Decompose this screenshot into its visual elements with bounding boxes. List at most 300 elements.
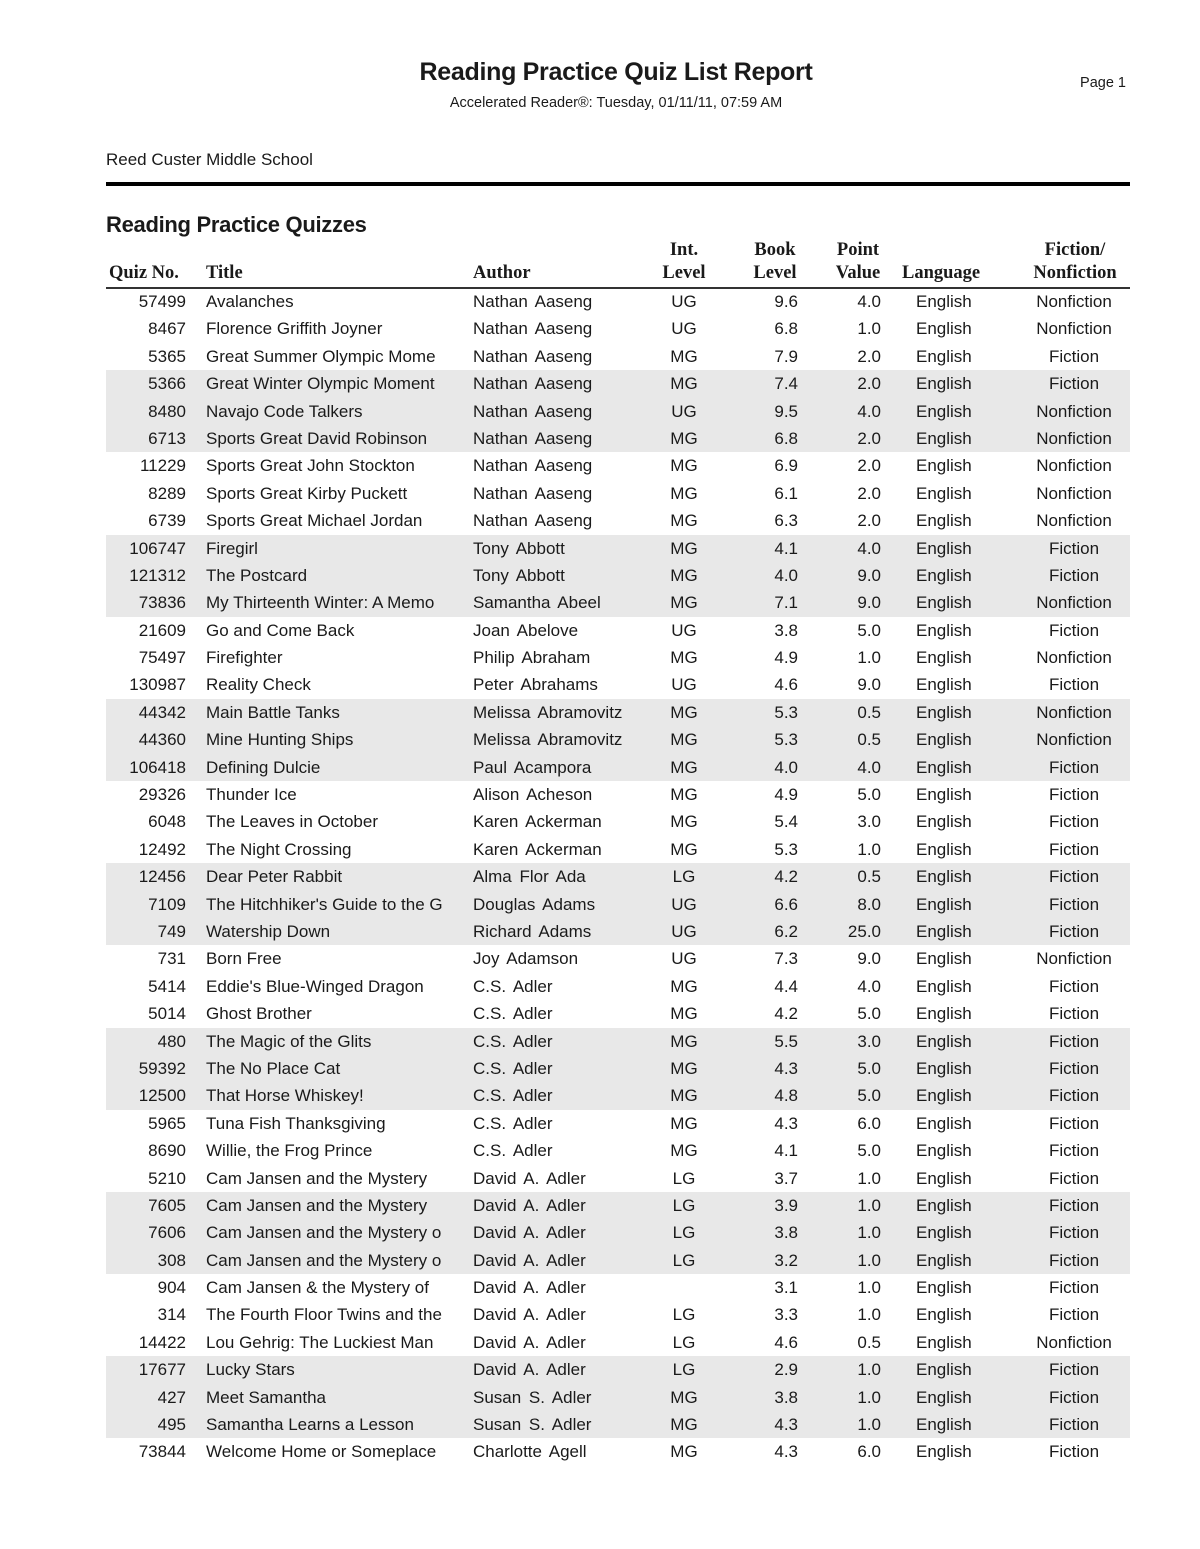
language: English [916, 1195, 972, 1215]
point-value: 0.5 [857, 702, 881, 722]
col-language: Language [902, 263, 981, 283]
author-name: C.S. Adler [473, 1058, 553, 1078]
interest-level: LG [672, 1168, 696, 1188]
interest-level: MG [670, 456, 698, 476]
quiz-number: 7109 [148, 894, 186, 914]
language: English [916, 565, 972, 585]
interest-level: MG [670, 346, 698, 366]
fiction-type: Fiction [1048, 620, 1100, 640]
quiz-number: 5365 [148, 346, 186, 366]
fiction-type: Nonfiction [1036, 949, 1112, 969]
table-row [106, 836, 1130, 863]
point-value: 5.0 [857, 1058, 881, 1078]
point-value: 1.0 [857, 1387, 881, 1407]
fiction-type: Fiction [1048, 538, 1100, 558]
point-value: 2.0 [857, 483, 881, 503]
language: English [916, 730, 972, 750]
language: English [916, 757, 972, 777]
book-title: Cam Jansen and the Mystery [206, 1168, 428, 1188]
table-row [106, 343, 1130, 370]
author-name: Tony Abbott [473, 565, 565, 585]
author-name: Nathan Aaseng [473, 292, 593, 311]
table-row [106, 1438, 1130, 1465]
quiz-number: 73836 [138, 593, 186, 613]
language: English [916, 1250, 972, 1270]
col-fiction-line2: Nonfiction [1033, 263, 1117, 283]
point-value: 2.0 [857, 428, 881, 448]
fiction-type: Fiction [1048, 976, 1100, 996]
author-name: Nathan Aaseng [473, 401, 593, 421]
book-level: 6.8 [774, 428, 798, 448]
table-row [106, 863, 1130, 890]
point-value: 3.0 [857, 812, 881, 832]
quiz-number: 44360 [138, 730, 186, 750]
book-title: Sports Great Michael Jordan [206, 511, 423, 531]
interest-level: UG [671, 620, 697, 640]
table-row [106, 699, 1130, 726]
book-level: 3.3 [774, 1305, 798, 1325]
book-title: Willie, the Frog Prince [206, 1141, 373, 1161]
table-header [106, 236, 1130, 286]
point-value: 2.0 [857, 374, 881, 394]
quiz-number: 904 [157, 1278, 186, 1298]
author-name: David A. Adler [473, 1278, 586, 1298]
author-name: C.S. Adler [473, 1031, 553, 1051]
language: English [916, 1031, 972, 1051]
table-row [106, 808, 1130, 835]
book-title: That Horse Whiskey! [206, 1086, 364, 1106]
book-level: 4.0 [774, 565, 798, 585]
author-name: Karen Ackerman [473, 839, 602, 859]
author-name: Charlotte Agell [473, 1442, 587, 1462]
book-level: 4.3 [774, 1442, 798, 1462]
interest-level: MG [670, 565, 698, 585]
book-level: 3.2 [774, 1250, 798, 1270]
page-number: Page 1 [1080, 75, 1126, 91]
point-value: 9.0 [857, 675, 881, 695]
point-value: 1.0 [857, 1195, 881, 1215]
table-row [106, 891, 1130, 918]
table-row [106, 1000, 1130, 1027]
table-row [106, 535, 1130, 562]
language: English [916, 346, 972, 366]
col-point-value-line2: Value [835, 263, 881, 283]
interest-level: UG [671, 675, 697, 695]
fiction-type: Fiction [1048, 1031, 1100, 1051]
table-row [106, 562, 1130, 589]
fiction-type: Fiction [1048, 812, 1100, 832]
author-name: Nathan Aaseng [473, 346, 593, 366]
interest-level: MG [670, 1415, 698, 1435]
section-title: Reading Practice Quizzes [106, 212, 367, 237]
point-value: 4.0 [857, 292, 881, 311]
point-value: 4.0 [857, 538, 881, 558]
author-name: Nathan Aaseng [473, 428, 593, 448]
interest-level: UG [671, 292, 697, 311]
fiction-type: Fiction [1048, 867, 1100, 887]
language: English [916, 538, 972, 558]
book-title: Great Winter Olympic Moment [206, 374, 435, 394]
book-title: Main Battle Tanks [206, 702, 340, 722]
author-name: Nathan Aaseng [473, 374, 593, 394]
table-row [106, 1082, 1130, 1109]
table-row [106, 726, 1130, 753]
fiction-type: Fiction [1048, 1278, 1100, 1298]
author-name: C.S. Adler [473, 1086, 553, 1106]
author-name: Samantha Abeel [473, 593, 601, 613]
language: English [916, 292, 972, 311]
quiz-number: 12492 [138, 839, 186, 859]
fiction-type: Nonfiction [1036, 428, 1112, 448]
author-name: David A. Adler [473, 1360, 586, 1380]
quiz-number: 7605 [148, 1195, 186, 1215]
language: English [916, 374, 972, 394]
author-name: Alma Flor Ada [473, 867, 586, 887]
fiction-type: Fiction [1048, 894, 1100, 914]
col-book-level-line2: Level [753, 263, 797, 283]
book-title: Watership Down [206, 921, 331, 941]
quiz-number: 59392 [138, 1058, 186, 1078]
book-title: Welcome Home or Someplace [206, 1442, 437, 1462]
quiz-number: 8289 [148, 483, 186, 503]
table-row [106, 1137, 1130, 1164]
interest-level: MG [670, 757, 698, 777]
point-value: 2.0 [857, 346, 881, 366]
book-title: Firefighter [206, 648, 283, 668]
interest-level: MG [670, 730, 698, 750]
interest-level: MG [670, 538, 698, 558]
language: English [916, 319, 972, 339]
quiz-number: 44342 [138, 702, 186, 722]
interest-level: LG [672, 1195, 696, 1215]
interest-level: MG [670, 976, 698, 996]
language: English [916, 401, 972, 421]
quiz-number: 731 [157, 949, 186, 969]
book-level: 6.9 [774, 456, 798, 476]
book-level: 3.1 [774, 1278, 798, 1298]
quiz-table-body [106, 288, 1130, 1466]
table-row [106, 1110, 1130, 1137]
point-value: 5.0 [857, 1141, 881, 1161]
point-value: 4.0 [857, 401, 881, 421]
fiction-type: Nonfiction [1036, 319, 1112, 339]
interest-level: UG [671, 894, 697, 914]
table-row [106, 671, 1130, 698]
table-row [106, 1411, 1130, 1438]
quiz-number: 495 [157, 1415, 186, 1435]
author-name: Peter Abrahams [473, 675, 598, 695]
interest-level: MG [670, 483, 698, 503]
book-title: Defining Dulcie [206, 757, 321, 777]
book-level: 4.0 [774, 757, 798, 777]
point-value: 0.5 [857, 1332, 881, 1352]
col-point-value-line1: Point [836, 240, 880, 260]
interest-level: UG [671, 401, 697, 421]
book-level: 4.4 [774, 976, 798, 996]
language: English [916, 1223, 972, 1243]
point-value: 1.0 [857, 839, 881, 859]
author-name: C.S. Adler [473, 1004, 553, 1024]
language: English [916, 1360, 972, 1380]
table-row [106, 945, 1130, 972]
point-value: 3.0 [857, 1031, 881, 1051]
fiction-type: Fiction [1048, 1223, 1100, 1243]
language: English [916, 812, 972, 832]
table-row [106, 1192, 1130, 1219]
book-level: 7.4 [774, 374, 798, 394]
book-level: 4.9 [774, 785, 798, 805]
point-value: 2.0 [857, 511, 881, 531]
fiction-type: Nonfiction [1036, 483, 1112, 503]
language: English [916, 1415, 972, 1435]
author-name: Alison Acheson [473, 785, 593, 805]
table-row [106, 644, 1130, 671]
quiz-number: 6739 [148, 511, 186, 531]
interest-level: MG [670, 1141, 698, 1161]
fiction-type: Fiction [1048, 374, 1100, 394]
fiction-type: Fiction [1048, 1415, 1100, 1435]
book-level: 3.8 [774, 620, 798, 640]
language: English [916, 1332, 972, 1352]
point-value: 9.0 [857, 565, 881, 585]
book-level: 5.3 [774, 839, 798, 859]
col-book-level-line1: Book [754, 240, 796, 260]
interest-level: MG [670, 374, 698, 394]
book-level: 6.6 [774, 894, 798, 914]
table-row [106, 1219, 1130, 1246]
book-title: Reality Check [206, 675, 311, 695]
table-row [106, 1274, 1130, 1301]
quiz-number: 29326 [138, 785, 186, 805]
point-value: 6.0 [857, 1113, 881, 1133]
language: English [916, 1442, 972, 1462]
interest-level: LG [672, 1305, 696, 1325]
book-level: 6.2 [774, 921, 798, 941]
book-title: Sports Great David Robinson [206, 428, 428, 448]
author-name: Nathan Aaseng [473, 456, 593, 476]
quiz-number: 6713 [148, 428, 186, 448]
fiction-type: Fiction [1048, 1387, 1100, 1407]
book-title: Avalanches [206, 292, 294, 311]
interest-level: MG [670, 812, 698, 832]
book-title: Eddie's Blue-Winged Dragon [206, 976, 424, 996]
book-level: 4.9 [774, 648, 798, 668]
book-title: Navajo Code Talkers [206, 401, 363, 421]
book-level: 3.8 [774, 1223, 798, 1243]
language: English [916, 1387, 972, 1407]
point-value: 1.0 [857, 1223, 881, 1243]
point-value: 0.5 [857, 730, 881, 750]
interest-level: MG [670, 1086, 698, 1106]
book-title: Florence Griffith Joyner [206, 319, 383, 339]
fiction-type: Fiction [1048, 1113, 1100, 1133]
book-title: Samantha Learns a Lesson [206, 1415, 414, 1435]
book-level: 4.3 [774, 1415, 798, 1435]
table-row [106, 452, 1130, 479]
interest-level: UG [671, 921, 697, 941]
table-row [106, 918, 1130, 945]
fiction-type: Nonfiction [1036, 401, 1112, 421]
language: English [916, 976, 972, 996]
book-level: 5.5 [774, 1031, 798, 1051]
quiz-number: 8690 [148, 1141, 186, 1161]
fiction-type: Fiction [1048, 1250, 1100, 1270]
book-level: 9.6 [774, 292, 798, 311]
book-title: Meet Samantha [206, 1387, 327, 1407]
author-name: Nathan Aaseng [473, 319, 593, 339]
language: English [916, 1278, 972, 1298]
interest-level: MG [670, 1442, 698, 1462]
fiction-type: Fiction [1048, 1195, 1100, 1215]
interest-level: LG [672, 867, 696, 887]
quiz-number: 17677 [138, 1360, 186, 1380]
quiz-number: 106418 [129, 757, 186, 777]
table-row [106, 617, 1130, 644]
quiz-number: 5965 [148, 1113, 186, 1133]
book-title: The Fourth Floor Twins and the [206, 1305, 442, 1325]
table-row [106, 315, 1130, 342]
point-value: 25.0 [847, 921, 881, 941]
quiz-number: 75497 [138, 648, 186, 668]
author-name: David A. Adler [473, 1250, 586, 1270]
col-quiz-no: Quiz No. [109, 263, 179, 283]
fiction-type: Nonfiction [1036, 593, 1112, 613]
book-title: Great Summer Olympic Mome [206, 346, 436, 366]
quiz-number: 7606 [148, 1223, 186, 1243]
point-value: 5.0 [857, 620, 881, 640]
col-fiction-line1: Fiction/ [1044, 240, 1106, 260]
fiction-type: Fiction [1048, 1086, 1100, 1106]
language: English [916, 1305, 972, 1325]
book-title: The Postcard [206, 565, 308, 585]
book-title: Mine Hunting Ships [206, 730, 354, 750]
book-level: 3.9 [774, 1195, 798, 1215]
book-level: 6.8 [774, 319, 798, 339]
quiz-number: 5210 [148, 1168, 186, 1188]
point-value: 5.0 [857, 1086, 881, 1106]
book-level: 5.3 [774, 730, 798, 750]
book-level: 9.5 [774, 401, 798, 421]
book-level: 4.8 [774, 1086, 798, 1106]
book-title: The Night Crossing [206, 839, 352, 859]
language: English [916, 620, 972, 640]
book-level: 4.1 [774, 1141, 798, 1161]
book-title: The Magic of the Glits [206, 1031, 372, 1051]
quiz-number: 8467 [148, 319, 186, 339]
interest-level: LG [672, 1360, 696, 1380]
table-row [106, 425, 1130, 452]
quiz-number: 5014 [148, 1004, 186, 1024]
fiction-type: Fiction [1048, 839, 1100, 859]
fiction-type: Fiction [1048, 1168, 1100, 1188]
col-int-level-line1: Int. [669, 240, 699, 260]
book-title: Sports Great Kirby Puckett [206, 483, 408, 503]
table-row [106, 1384, 1130, 1411]
table-row [106, 370, 1130, 397]
interest-level: MG [670, 702, 698, 722]
quiz-number: 6048 [148, 812, 186, 832]
col-title: Title [206, 263, 243, 283]
school-name: Reed Custer Middle School [106, 150, 313, 169]
book-level: 4.2 [774, 1004, 798, 1024]
interest-level: UG [671, 949, 697, 969]
interest-level: MG [670, 1031, 698, 1051]
language: English [916, 483, 972, 503]
language: English [916, 867, 972, 887]
language: English [916, 456, 972, 476]
point-value: 1.0 [857, 648, 881, 668]
interest-level: MG [670, 428, 698, 448]
fiction-type: Fiction [1048, 921, 1100, 941]
quiz-number: 308 [157, 1250, 186, 1270]
interest-level: MG [670, 785, 698, 805]
fiction-type: Nonfiction [1036, 1332, 1112, 1352]
table-row [106, 288, 1130, 315]
quiz-number: 480 [157, 1031, 186, 1051]
col-author: Author [473, 263, 531, 283]
point-value: 0.5 [857, 867, 881, 887]
fiction-type: Nonfiction [1036, 292, 1112, 311]
author-name: Nathan Aaseng [473, 511, 593, 531]
quiz-number: 57499 [138, 292, 186, 311]
language: English [916, 702, 972, 722]
point-value: 1.0 [857, 1168, 881, 1188]
point-value: 8.0 [857, 894, 881, 914]
point-value: 4.0 [857, 757, 881, 777]
book-level: 2.9 [774, 1360, 798, 1380]
fiction-type: Fiction [1048, 1004, 1100, 1024]
interest-level: MG [670, 839, 698, 859]
table-row [106, 480, 1130, 507]
interest-level: UG [671, 319, 697, 339]
author-name: Paul Acampora [473, 757, 592, 777]
quiz-number: 5414 [148, 976, 186, 996]
fiction-type: Fiction [1048, 785, 1100, 805]
language: English [916, 839, 972, 859]
book-level: 7.1 [774, 593, 798, 613]
fiction-type: Fiction [1048, 346, 1100, 366]
quiz-number: 12456 [138, 867, 186, 887]
language: English [916, 1168, 972, 1188]
fiction-type: Fiction [1048, 1305, 1100, 1325]
quiz-number: 14422 [138, 1332, 186, 1352]
point-value: 5.0 [857, 1004, 881, 1024]
fiction-type: Fiction [1048, 675, 1100, 695]
table-row [106, 1055, 1130, 1082]
book-title: My Thirteenth Winter: A Memo [206, 593, 435, 613]
fiction-type: Fiction [1048, 1360, 1100, 1380]
book-title: Sports Great John Stockton [206, 456, 415, 476]
language: English [916, 1141, 972, 1161]
book-level: 6.1 [774, 483, 798, 503]
col-int-level-line2: Level [662, 263, 706, 283]
quiz-number: 73844 [138, 1442, 186, 1462]
book-level: 3.7 [774, 1168, 798, 1188]
quiz-number: 12500 [138, 1086, 186, 1106]
book-level: 4.6 [774, 675, 798, 695]
report-title: Reading Practice Quiz List Report [419, 58, 813, 86]
fiction-type: Nonfiction [1036, 702, 1112, 722]
book-title: Thunder Ice [206, 785, 297, 805]
table-row [106, 1301, 1130, 1328]
language: English [916, 949, 972, 969]
book-title: The Hitchhiker's Guide to the G [206, 894, 443, 914]
author-name: Joy Adamson [473, 949, 579, 969]
table-row [106, 781, 1130, 808]
author-name: Melissa Abramovitz [473, 702, 623, 722]
quiz-number: 130987 [129, 675, 186, 695]
language: English [916, 675, 972, 695]
